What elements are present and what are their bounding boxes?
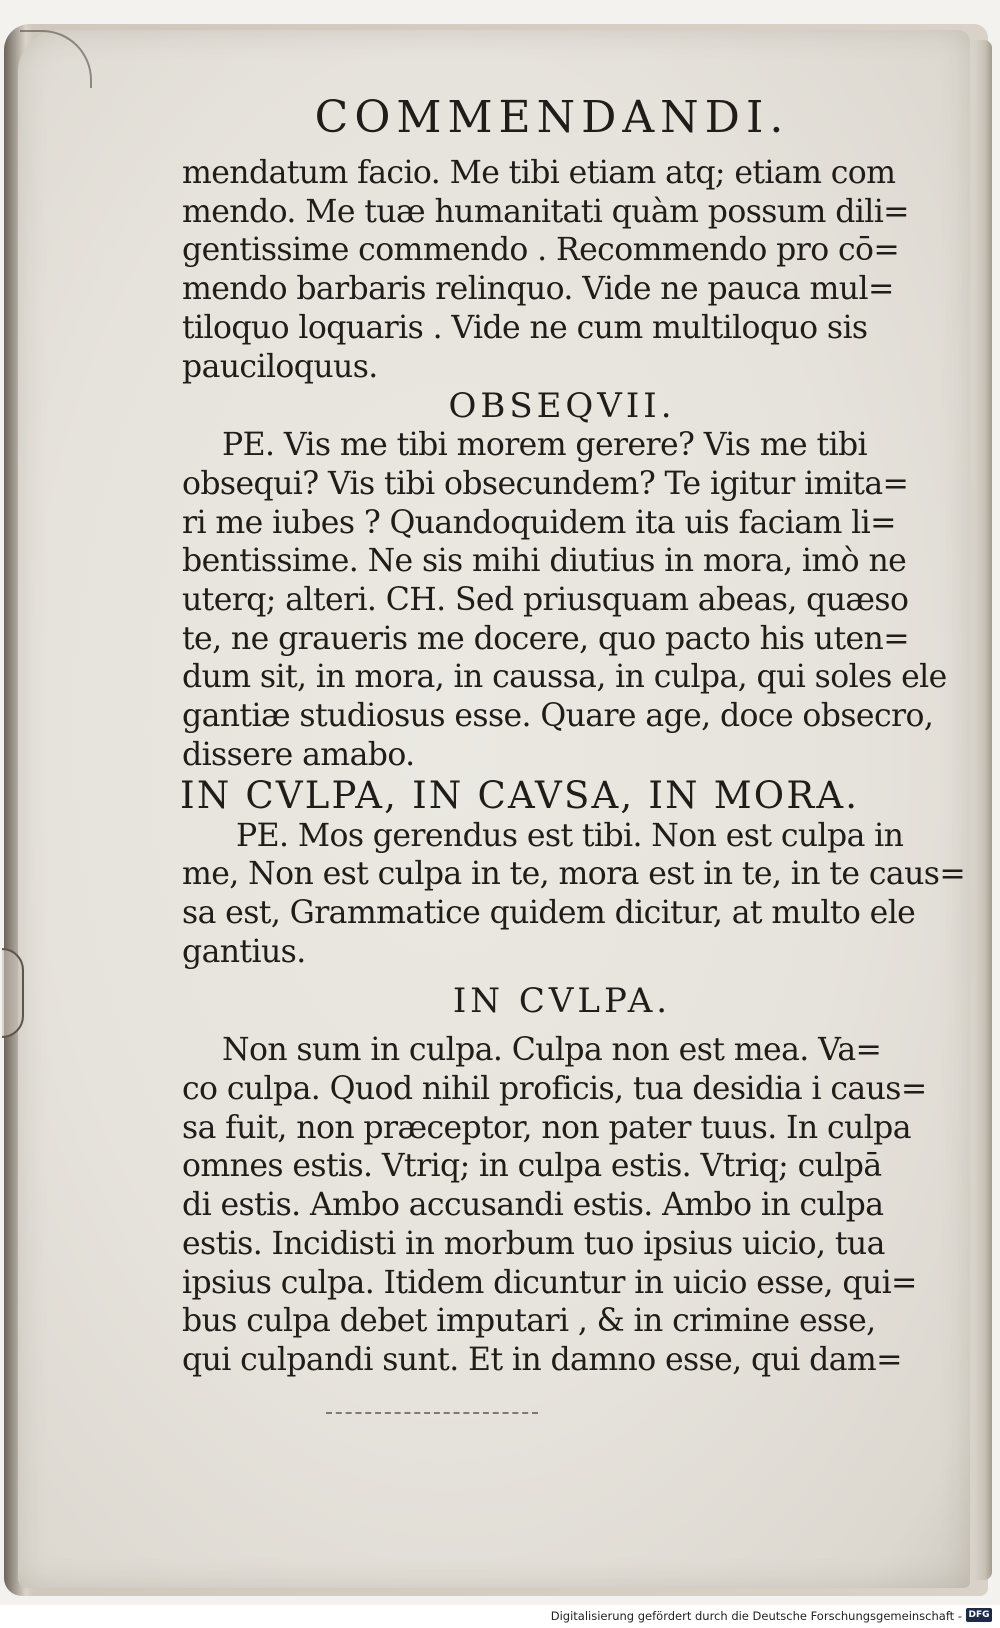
- running-head: COMMENDANDI.: [314, 92, 790, 143]
- text-line: co culpa. Quod nihil proficis, tua desidia i caus=: [182, 1071, 927, 1108]
- text-line: gantiæ studiosus esse. Quare age, doce obsecro,: [182, 698, 934, 735]
- text-line: mendo barbaris relinquo. Vide ne pauca mul=: [182, 271, 894, 308]
- text-line: mendatum facio. Me tibi etiam atq; etiam com: [182, 155, 896, 191]
- page-text: [180, 80, 966, 1380]
- spacer: [182, 1021, 942, 1031]
- spacer: [182, 971, 942, 981]
- section-heading-obsequii: OBSEQVII.: [448, 386, 676, 427]
- underline-mark: [326, 1412, 538, 1414]
- text-line: bus culpa debet imputari , & in crimine esse,: [182, 1303, 876, 1340]
- text-line: gentissime commendo . Recommendo pro cō=: [182, 232, 900, 269]
- text-line: pauciloquus.: [182, 348, 378, 385]
- paragraph-commendandi: [182, 154, 942, 386]
- text-line: tiloquo loquaris . Vide ne cum multiloquo sis: [182, 309, 868, 346]
- text-line: me, Non est culpa in te, mora est in te, in te caus=: [182, 856, 966, 893]
- paragraph-obsequii: [182, 426, 947, 774]
- text-line: PE. Vis me tibi morem gerere? Vis me tibi: [222, 427, 868, 464]
- text-line: qui culpandi sunt. Et in damno esse, qui dam=: [182, 1341, 902, 1378]
- text-line: ri me iubes ? Quandoquidem ita uis faciam li=: [182, 504, 896, 541]
- text-line: gantius.: [182, 933, 306, 970]
- text-line: mendo. Me tuæ humanitati quàm possum dili=: [182, 193, 909, 230]
- text-line: bentissime. Ne sis mihi diutius in mora, imò ne: [182, 543, 907, 580]
- text-line: dum sit, in mora, in caussa, in culpa, qui soles ele: [182, 659, 947, 696]
- section-heading-in-culpa: IN CVLPA.: [452, 981, 672, 1022]
- text-line: omnes estis. Vtriq; in culpa estis. Vtriq; culpā: [182, 1148, 882, 1185]
- text-line: di estis. Ambo accusandi estis. Ambo in culpa: [182, 1187, 884, 1224]
- paragraph-in-culpa: [182, 1031, 942, 1379]
- funding-credit: Digitalisierung gefördert durch die Deutsche Forschungsgemeinschaft -: [550, 1609, 962, 1623]
- text-line: dissere amabo.: [182, 736, 415, 773]
- text-line: obsequi? Vis tibi obsecundem? Te igitur imita=: [182, 465, 909, 502]
- text-line: Non sum in culpa. Culpa non est mea. Va=: [222, 1032, 882, 1069]
- text-line: estis. Incidisti in morbum tuo ipsius uicio, tua: [182, 1225, 885, 1262]
- book-clasp: [2, 948, 24, 1038]
- page-fore-edge: [974, 40, 992, 1580]
- text-line: PE. Mos gerendus est tibi. Non est culpa in: [236, 817, 904, 854]
- text-line: ipsius culpa. Itidem dicuntur in uicio esse, qui=: [182, 1264, 917, 1301]
- paragraph-culpa-causa-mora: [182, 817, 966, 972]
- dfg-logo: DFG: [966, 1608, 992, 1622]
- text-line: te, ne graueris me docere, quo pacto his uten=: [182, 620, 910, 657]
- text-line: sa est, Grammatice quidem dicitur, at multo ele: [182, 894, 916, 931]
- text-line: sa fuit, non præceptor, non pater tuus. In culpa: [182, 1109, 911, 1146]
- section-heading-culpa-causa-mora: IN CVLPA, IN CAVSA, IN MORA.: [180, 773, 860, 817]
- text-line: uterq; alteri. CH. Sed priusquam abeas, quæso: [182, 582, 909, 619]
